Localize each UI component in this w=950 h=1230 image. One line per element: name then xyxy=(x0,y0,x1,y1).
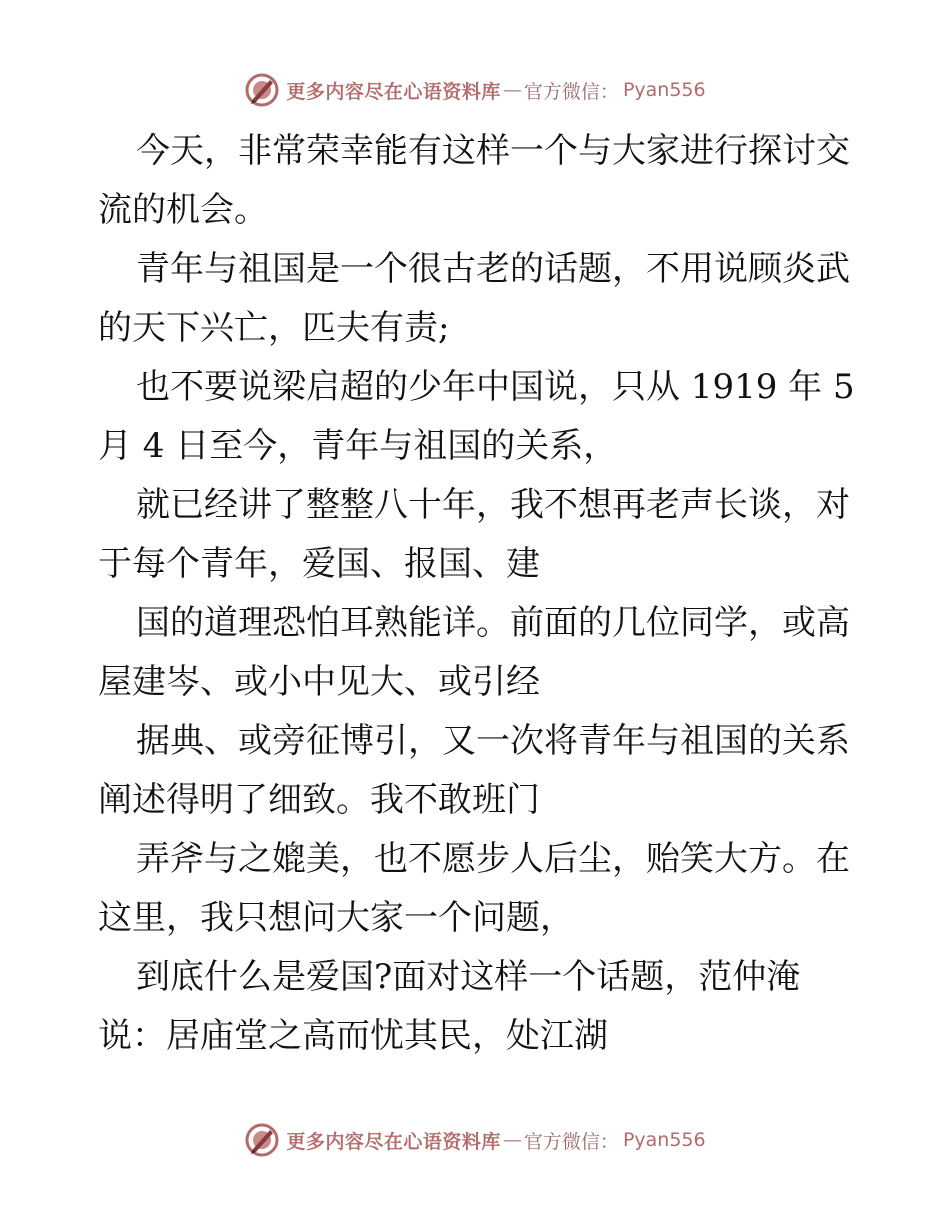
wechat-label: 官方微信： xyxy=(523,1130,619,1153)
text-line: 就已经讲了整整八十年，我不想再老声长谈，对 xyxy=(136,485,850,525)
pen-logo-icon xyxy=(244,1122,280,1158)
text-line: 屋建岑、或小中见大、或引经 xyxy=(98,662,540,702)
banner-text: 更多内容尽在心语资料库 xyxy=(286,1130,501,1153)
text-line: 到底什么是爱国?面对这样一个话题，范仲淹 xyxy=(136,957,801,997)
banner-separator: — xyxy=(502,1129,522,1151)
text-line: 也不要说梁启超的少年中国说，只从 1919 年 5 xyxy=(136,367,855,407)
text-line: 这里，我只想问大家一个问题， xyxy=(98,898,574,938)
text-line: 国的道理恐怕耳熟能详。前面的几位同学，或高 xyxy=(136,603,850,643)
pen-logo-icon xyxy=(244,72,280,108)
wechat-label: 官方微信： xyxy=(523,80,619,103)
text-line: 今天，非常荣幸能有这样一个与大家进行探讨交 xyxy=(136,131,850,171)
banner-separator: — xyxy=(502,79,522,101)
text-line: 青年与祖国是一个很古老的话题，不用说顾炎武 xyxy=(136,249,850,289)
text-line: 说：居庙堂之高而忧其民，处江湖 xyxy=(98,1016,608,1056)
text-line: 于每个青年，爱国、报国、建 xyxy=(98,544,540,584)
wechat-id: Pyan556 xyxy=(622,79,706,101)
footer-banner xyxy=(0,1118,950,1162)
text-line: 据典、或旁征博引，又一次将青年与祖国的关系 xyxy=(136,721,850,761)
wechat-id: Pyan556 xyxy=(622,1129,706,1151)
banner-text: 更多内容尽在心语资料库 xyxy=(286,80,501,103)
header-banner xyxy=(0,68,950,112)
text-line: 阐述得明了细致。我不敢班门 xyxy=(98,780,540,820)
text-line: 月 4 日至今，青年与祖国的关系， xyxy=(98,426,618,466)
text-line: 弄斧与之媲美，也不愿步人后尘，贻笑大方。在 xyxy=(136,839,850,879)
text-line: 的天下兴亡，匹夫有责; xyxy=(98,308,450,348)
document-body xyxy=(98,122,858,1066)
text-line: 流的机会。 xyxy=(98,190,268,230)
